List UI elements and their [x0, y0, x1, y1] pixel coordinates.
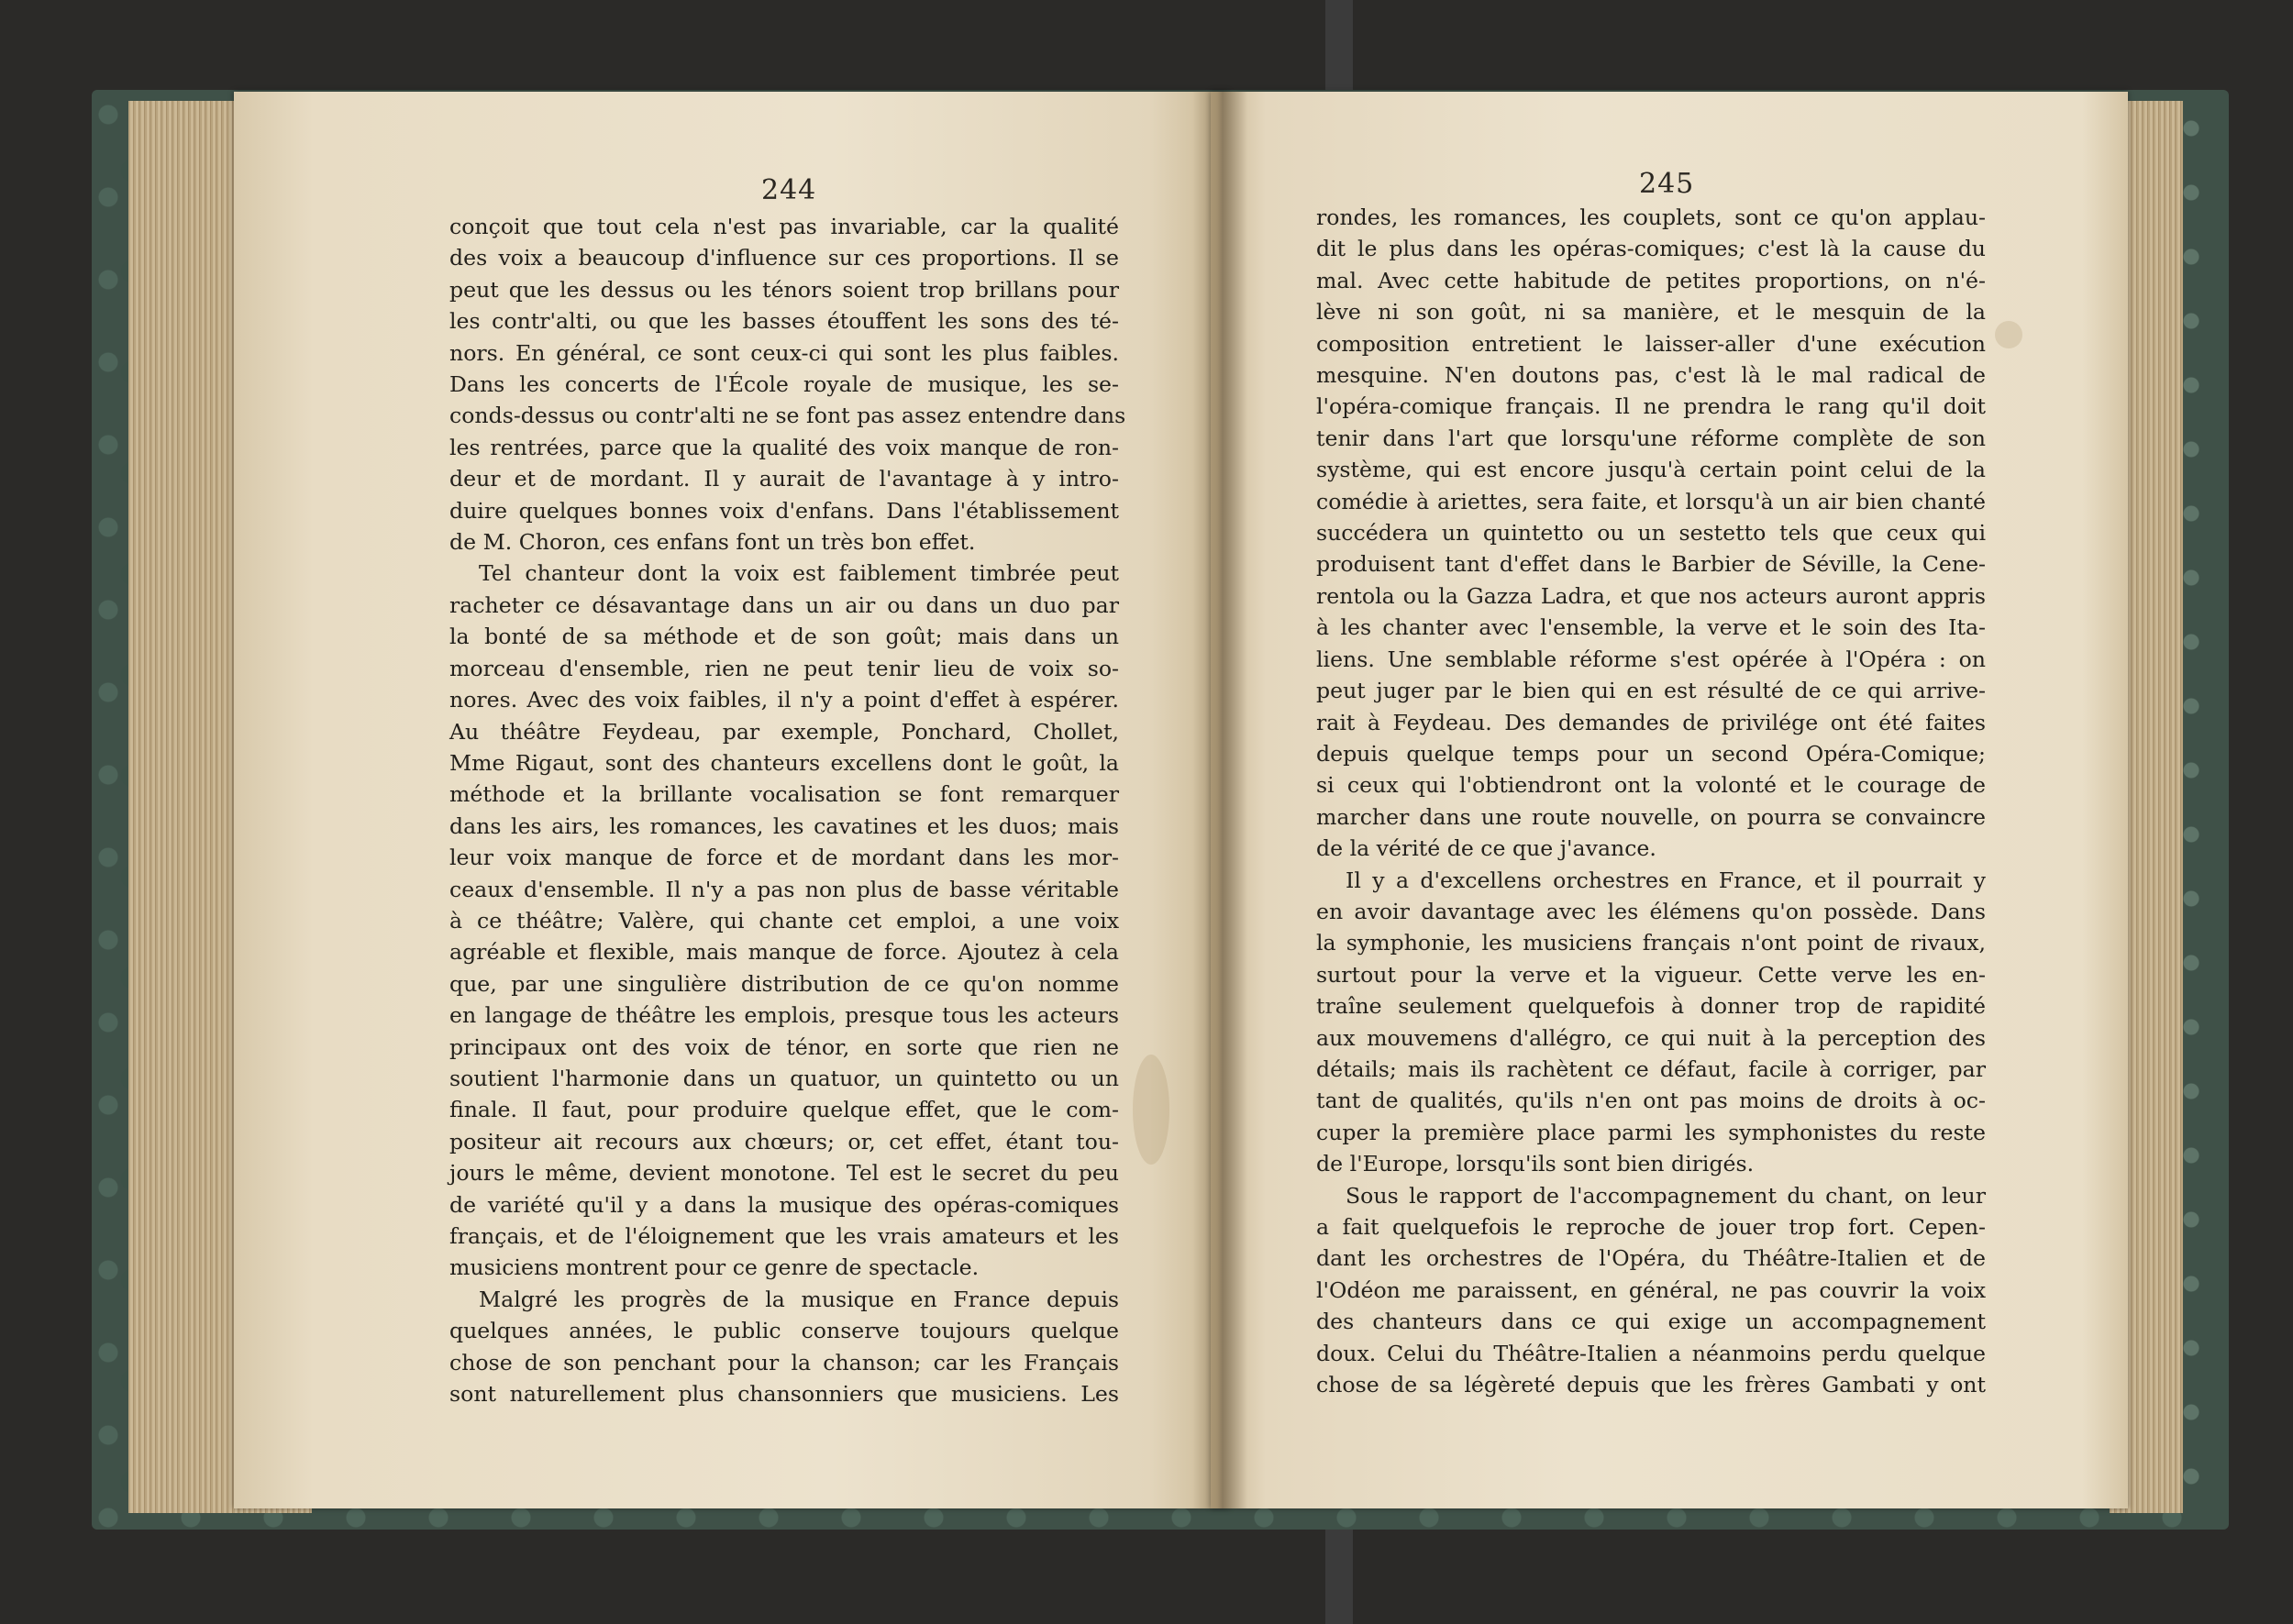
- text-line: la bonté de sa méthode et de son goût; mais dans un: [449, 624, 1119, 650]
- text-line: nors. En général, ce sont ceux-ci qui sont les plus faibles.: [449, 339, 1119, 366]
- text-line: mal. Avec cette habitude de petites proportions, on n'é-: [1316, 267, 1986, 293]
- text-line: agréable et flexible, mais manque de force. Ajoutez à cela: [449, 939, 1119, 966]
- text-line: l'Odéon me paraissent, en général, ne pas couvrir la voix: [1316, 1276, 1986, 1303]
- text-line: morceau d'ensemble, rien ne peut tenir lieu de voix so-: [449, 655, 1119, 681]
- text-line: des chanteurs dans ce qui exige un accompagnement: [1316, 1309, 1986, 1335]
- text-line: ceaux d'ensemble. Il n'y a pas non plus de basse véritable: [449, 876, 1119, 902]
- text-line: peut que les dessus ou les ténors soient trop brillans pour: [449, 276, 1119, 303]
- text-line: rait à Feydeau. Des demandes de privilége ont été faites: [1316, 709, 1986, 735]
- text-line: que, par une singulière distribution de ce qu'on nomme: [449, 970, 1119, 997]
- page-stain: [1995, 321, 2022, 348]
- text-line: leur voix manque de force et de mordant dans les mor-: [449, 845, 1119, 871]
- text-line: les rentrées, parce que la qualité des voix manque de ron-: [449, 434, 1119, 460]
- text-line: Au théâtre Feydeau, par exemple, Ponchard, Chollet,: [449, 718, 1119, 745]
- text-line: marcher dans une route nouvelle, on pourra se convaincre: [1316, 803, 1986, 830]
- text-line: en avoir davantage avec les élémens qu'on possède. Dans: [1316, 898, 1986, 924]
- text-line: méthode et la brillante vocalisation se font remarquer: [449, 781, 1119, 808]
- text-line: la symphonie, les musiciens français n'ont point de rivaux,: [1316, 930, 1986, 956]
- text-line: mesquine. N'en doutons pas, c'est là le mal radical de: [1316, 362, 1986, 389]
- text-line: cuper la première place parmi les symphonistes du reste: [1316, 1119, 1986, 1145]
- text-line: sont naturellement plus chansonniers que musiciens. Les: [449, 1381, 1119, 1408]
- text-line: lève ni son goût, ni sa manière, et le mesquin de la: [1316, 299, 1986, 326]
- text-line: dans les airs, les romances, les cavatines et les duos; mais: [449, 812, 1119, 839]
- text-line: de la vérité de ce que j'avance.: [1316, 835, 1656, 862]
- text-line: comédie à ariettes, sera faite, et lorsqu'à un air bien chanté: [1316, 488, 1986, 514]
- text-line: Mme Rigaut, sont des chanteurs excellens dont le goût, la: [449, 749, 1119, 776]
- text-line: traîne seulement quelquefois à donner trop de rapidité: [1316, 993, 1986, 1020]
- text-line: rondes, les romances, les couplets, sont ce qu'on applau-: [1316, 204, 1986, 230]
- book-gutter: [1192, 92, 1247, 1508]
- text-line: l'opéra-comique français. Il ne prendra le rang qu'il doit: [1316, 393, 1986, 420]
- text-line: nores. Avec des voix faibles, il n'y a point d'effet à espérer.: [449, 687, 1119, 713]
- text-line: deur et de mordant. Il y aurait de l'avantage à y intro-: [449, 466, 1119, 492]
- text-line: dit le plus dans les opéras-comiques; c'est là la cause du: [1316, 236, 1986, 262]
- text-line: a fait quelquefois le reproche de jouer trop fort. Cepen-: [1316, 1214, 1986, 1240]
- text-line: racheter ce désavantage dans un air ou dans un duo par: [449, 591, 1119, 618]
- left-page-number: 244: [761, 174, 817, 206]
- text-line: tant de qualités, qu'ils n'en ont pas moins de droits à oc-: [1316, 1088, 1986, 1114]
- page-stain: [1133, 1055, 1169, 1165]
- text-line: chose de sa légèreté depuis que les frères Gambati y ont: [1316, 1372, 1986, 1398]
- text-line: Tel chanteur dont la voix est faiblement timbrée peut: [479, 560, 1119, 587]
- text-line: depuis quelque temps pour un second Opéra-Comique;: [1316, 740, 1986, 767]
- text-line: chose de son penchant pour la chanson; car les Français: [449, 1349, 1119, 1375]
- text-line: de variété qu'il y a dans la musique des opéras-comiques: [449, 1191, 1119, 1218]
- text-line: à ce théâtre; Valère, qui chante cet emploi, a une voix: [449, 907, 1119, 934]
- text-line: Sous le rapport de l'accompagnement du chant, on leur: [1346, 1182, 1986, 1209]
- text-line: finale. Il faut, pour produire quelque effet, que le com-: [449, 1097, 1119, 1123]
- text-line: si ceux qui l'obtiendront ont la volonté et le courage de: [1316, 772, 1986, 799]
- text-line: à les chanter avec l'ensemble, la verve et le soin des Ita-: [1316, 614, 1986, 641]
- text-line: Dans les concerts de l'École royale de musique, les se-: [449, 371, 1119, 398]
- text-line: peut juger par le bien qui en est résulté de ce qui arrive-: [1316, 678, 1986, 704]
- right-page-number: 245: [1639, 168, 1695, 200]
- text-line: composition entretient le laisser-aller d'une exécution: [1316, 330, 1986, 357]
- left-page-text: [449, 211, 1126, 1409]
- text-line: musiciens montrent pour ce genre de spectacle.: [449, 1254, 980, 1281]
- text-line: les contr'alti, ou que les basses étouffent les sons des té-: [449, 308, 1119, 335]
- right-page-text: [1316, 202, 1986, 1400]
- text-line: produisent tant d'effet dans le Barbier de Séville, la Cene-: [1316, 551, 1986, 578]
- text-line: aux mouvemens d'allégro, ce qui nuit à la perception des: [1316, 1024, 1986, 1051]
- text-line: succédera un quintetto ou un sestetto tels que ceux qui: [1316, 520, 1986, 547]
- text-line: système, qui est encore jusqu'à certain point celui de la: [1316, 457, 1986, 483]
- text-line: de M. Choron, ces enfans font un très bon effet.: [449, 529, 976, 556]
- text-line: conçoit que tout cela n'est pas invariable, car la qualité: [449, 214, 1119, 239]
- text-line: surtout pour la verve et la vigueur. Cette verve les en-: [1316, 961, 1986, 988]
- text-line: rentola ou la Gazza Ladra, et que nos acteurs auront appris: [1316, 582, 1986, 609]
- text-line: positeur ait recours aux chœurs; or, cet effet, étant tou-: [449, 1128, 1119, 1154]
- text-line: détails; mais ils rachètent ce défaut, facile à corriger, par: [1316, 1055, 1986, 1082]
- text-line: soutient l'harmonie dans un quatuor, un quintetto ou un: [449, 1065, 1119, 1091]
- text-line: duire quelques bonnes voix d'enfans. Dans l'établissement: [449, 497, 1119, 524]
- text-line: en langage de théâtre les emplois, presque tous les acteurs: [449, 1002, 1119, 1029]
- text-line: des voix a beaucoup d'influence sur ces proportions. Il se: [449, 245, 1119, 271]
- text-line: principaux ont des voix de ténor, en sorte que rien ne: [449, 1033, 1119, 1060]
- text-line: dant les orchestres de l'Opéra, du Théâtre-Italien et de: [1316, 1245, 1986, 1272]
- text-line: français, et de l'éloignement que les vrais amateurs et les: [449, 1223, 1119, 1249]
- text-line: Malgré les progrès de la musique en France depuis: [479, 1286, 1119, 1312]
- text-line: jours le même, devient monotone. Tel est le secret du peu: [449, 1160, 1119, 1187]
- text-line: conds-dessus ou contr'alti ne se font pas assez entendre dans: [449, 403, 1126, 429]
- text-line: liens. Une semblable réforme s'est opérée à l'Opéra : on: [1316, 646, 1986, 672]
- text-line: de l'Europe, lorsqu'ils sont bien dirigés.: [1316, 1151, 1755, 1177]
- text-line: quelques années, le public conserve toujours quelque: [449, 1318, 1119, 1344]
- text-line: tenir dans l'art que lorsqu'une réforme complète de son: [1316, 425, 1986, 451]
- text-line: doux. Celui du Théâtre-Italien a néanmoins perdu quelque: [1316, 1340, 1986, 1366]
- text-line: Il y a d'excellens orchestres en France, et il pourrait y: [1346, 867, 1986, 893]
